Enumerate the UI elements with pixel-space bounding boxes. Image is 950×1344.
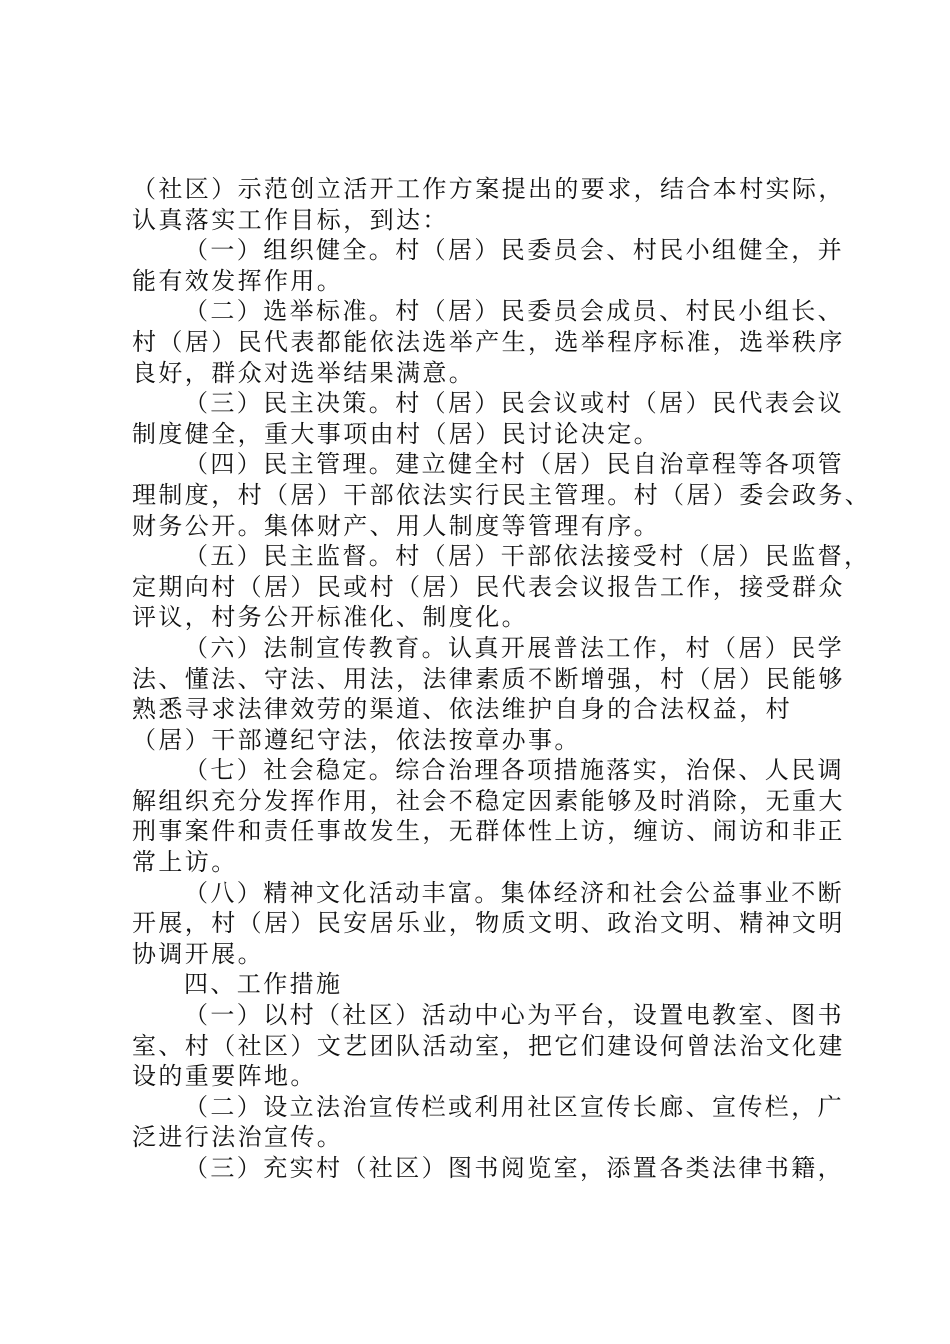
paragraph-first-line: （八）精神文化活动丰富。集体经济和社会公益事业不断	[184, 878, 844, 907]
paragraph-first-line: （七）社会稳定。综合治理各项措施落实，治保、人民调	[184, 756, 844, 785]
text-line: 设的重要阵地。	[132, 1062, 317, 1091]
text-line: 制度健全，重大事项由村（居）民讨论决定。	[132, 419, 660, 448]
text-line: 能有效发挥作用。	[132, 266, 344, 295]
text-line: 法、懂法、守法、用法，法律素质不断增强，村（居）民能够	[132, 664, 845, 693]
text-line: 认真落实工作目标，到达：	[132, 205, 449, 234]
text-line: 泛进行法治宣传。	[132, 1123, 344, 1152]
text-line: 评议，村务公开标准化、制度化。	[132, 603, 528, 632]
text-line: 常上访。	[132, 848, 238, 877]
text-line: 室、村（社区）文艺团队活动室，把它们建设何曾法治文化建	[132, 1031, 845, 1060]
text-line: 开展，村（居）民安居乐业，物质文明、政治文明、精神文明	[132, 909, 845, 938]
text-line: 刑事案件和责任事故发生，无群体性上访，缠访、闹访和非正	[132, 817, 845, 846]
paragraph-first-line: （一）组织健全。村（居）民委员会、村民小组健全，并	[184, 236, 844, 265]
text-line: （居）干部遵纪守法，依法按章办事。	[132, 725, 581, 754]
paragraph-first-line: 四、工作措施	[184, 970, 343, 999]
paragraph-first-line: （三）充实村（社区）图书阅览室，添置各类法律书籍，	[184, 1154, 844, 1182]
paragraph-first-line: （二）设立法治宣传栏或利用社区宣传长廊、宣传栏，广	[184, 1092, 844, 1121]
text-line: 良好，群众对选举结果满意。	[132, 358, 476, 387]
document-body	[132, 174, 872, 1184]
paragraph-first-line: （五）民主监督。村（居）干部依法接受村（居）民监督，	[184, 542, 871, 571]
paragraph-first-line: （三）民主决策。村（居）民会议或村（居）民代表会议	[184, 389, 844, 418]
text-line: 熟悉寻求法律效劳的渠道、依法维护自身的合法权益，村	[132, 695, 792, 724]
text-line: （社区）示范创立活开工作方案提出的要求，结合本村实际，	[132, 175, 845, 203]
paragraph-first-line: （四）民主管理。建立健全村（居）民自治章程等各项管	[184, 450, 844, 479]
text-line: 解组织充分发挥作用，社会不稳定因素能够及时消除，无重大	[132, 786, 845, 815]
paragraph-first-line: （二）选举标准。村（居）民委员会成员、村民小组长、	[184, 297, 844, 326]
text-line: 协调开展。	[132, 939, 264, 968]
text-line: 财务公开。集体财产、用人制度等管理有序。	[132, 511, 660, 540]
text-line: 村（居）民代表都能依法选举产生，选举程序标准，选举秩序	[132, 327, 845, 356]
paragraph-first-line: （六）法制宣传教育。认真开展普法工作，村（居）民学	[184, 633, 844, 662]
text-line: 理制度，村（居）干部依法实行民主管理。村（居）委会政务、	[132, 480, 872, 509]
text-line: 定期向村（居）民或村（居）民代表会议报告工作，接受群众	[132, 572, 845, 601]
paragraph-first-line: （一）以村（社区）活动中心为平台，设置电教室、图书	[184, 1001, 844, 1030]
